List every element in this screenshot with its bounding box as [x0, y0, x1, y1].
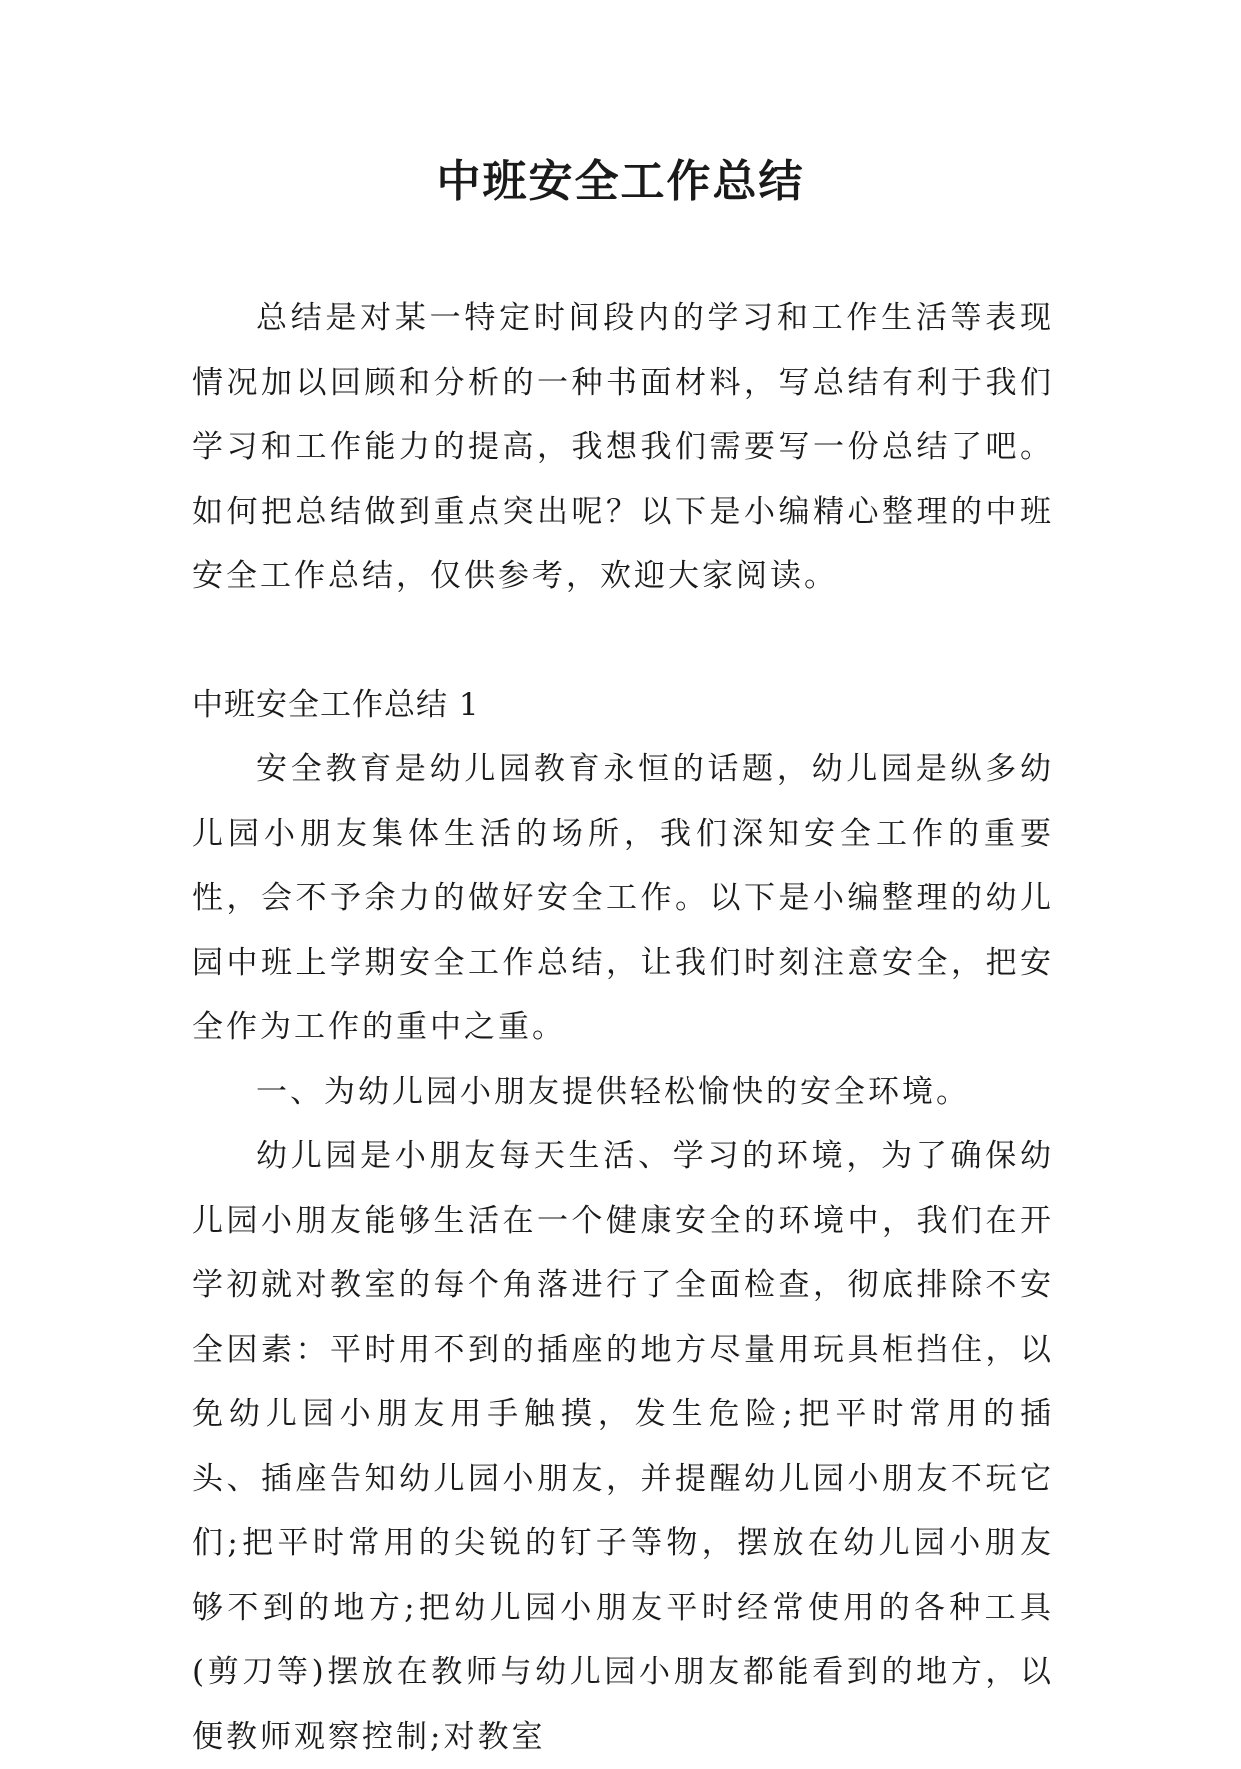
body-paragraph: 幼儿园是小朋友每天生活、学习的环境，为了确保幼儿园小朋友能够生活在一个健康安全的环境中，我们在开学初就对教室的每个角落进行了全面检查，彻底排除不安全因素：平时用不到的插座的地方尽量用玩具柜挡住，以免幼儿园小朋友用手触摸，发生危险;把平时常用的插头、插座告知幼儿园小朋友，并提醒幼儿园小朋友不玩它们;把平时常用的尖锐的钉子等物，摆放在幼儿园小朋友够不到的地方;把幼儿园小朋友平时经常使用的各种工具(剪刀等)摆放在教师与幼儿园小朋友都能看到的地方，以便教师观察控制;对教室 [192, 1138, 1054, 1755]
document-body [192, 286, 1054, 1769]
intro-paragraph: 总结是对某一特定时间段内的学习和工作生活等表现情况加以回顾和分析的一种书面材料，写总结有利于我们学习和工作能力的提高，我想我们需要写一份总结了吧。如何把总结做到重点突出呢？以下是小编精心整理的中班安全工作总结，仅供参考，欢迎大家阅读。 [192, 300, 1054, 594]
body-paragraph: 安全教育是幼儿园教育永恒的话题，幼儿园是纵多幼儿园小朋友集体生活的场所，我们深知安全工作的重要性，会不予余力的做好安全工作。以下是小编整理的幼儿园中班上学期安全工作总结，让我们时刻注意安全，把安全作为工作的重中之重。 [192, 751, 1054, 1045]
section-heading: 中班安全工作总结 1 [192, 686, 480, 723]
paragraph-spacer [192, 609, 1054, 673]
document-title: 中班安全工作总结 [436, 156, 805, 207]
body-paragraph: 一、为幼儿园小朋友提供轻松愉快的安全环境。 [256, 1073, 970, 1110]
